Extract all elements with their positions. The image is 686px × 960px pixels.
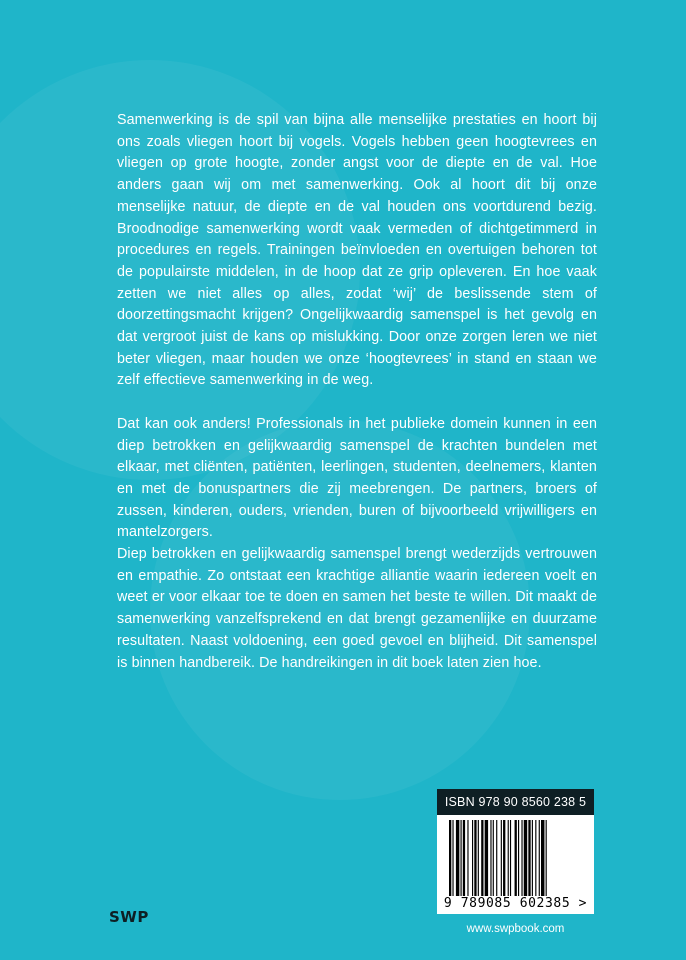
isbn-label: ISBN 978 90 8560 238 5	[437, 789, 594, 815]
barcode-icon	[449, 820, 584, 896]
publisher-website: www.swpbook.com	[466, 923, 565, 935]
blurb-paragraph: Diep betrokken en gelijkwaardig samenspel brengt wederzijds vertrouwen en empathie. Zo ontstaat een krachtige alliantie waarin iedereen voelt en weet er voor elkaar toe te doen en samen het beste te willen. Dit maakt de samenwerking vanzelfsprekend en dat brengt gezamenlijke en duurzame resultaten. Naast voldoening, een goed gevoel en blijheid. Dit samenspel is binnen handbereik. De handreikingen in dit boek laten zien hoe.	[117, 546, 597, 671]
publisher-logo: SWP	[109, 908, 149, 926]
barcode-digits: 9 789085 602385 >	[443, 896, 588, 911]
back-cover-blurb	[117, 110, 597, 696]
blurb-paragraph: Samenwerking is de spil van bijna alle menselijke prestaties en hoort bij ons zoals vliegen hoort bij vogels. Vogels hebben geen hoogtevrees en vliegen op grote hoogte, zonder angst voor de diepte en de val. Hoe anders gaan wij om met samenwerking. Ook al hoort dit bij onze menselijke natuur, de diepte en de val houden ons voortdurend bezig. Broodnodige samenwerking wordt vaak vermeden of dichtgetimmerd in procedures en regels. Trainingen beïnvloeden en overtuigen behoren tot de populairste middelen, in de hoop dat ze grip opleveren. En hoe vaak zetten we niet alles op alles, zodat ‘wij’ de beslissende stem of doorzettingsmacht krijgen? Ongelijkwaardig samenspel is het gevolg en dat vergroot juist de kans op mislukking. Door onze zorgen leren we niet beter vliegen, maar houden we onze ‘hoogtevrees’ in stand en staan we zelf effectieve samenwerking in de weg.	[117, 112, 597, 389]
blurb-paragraph: Dat kan ook anders! Professionals in het publieke domein kunnen in een diep betrokken en gelijkwaardig samenspel de krachten bundelen met elkaar, met cliënten, patiënten, leerlingen, studenten, deelnemers, klanten en met de bonuspartners die zij meebrengen. De partners, broers of zussen, kinderen, ouders, vrienden, buren of bijvoorbeeld vrijwilligers en mantelzorgers.	[117, 415, 597, 541]
